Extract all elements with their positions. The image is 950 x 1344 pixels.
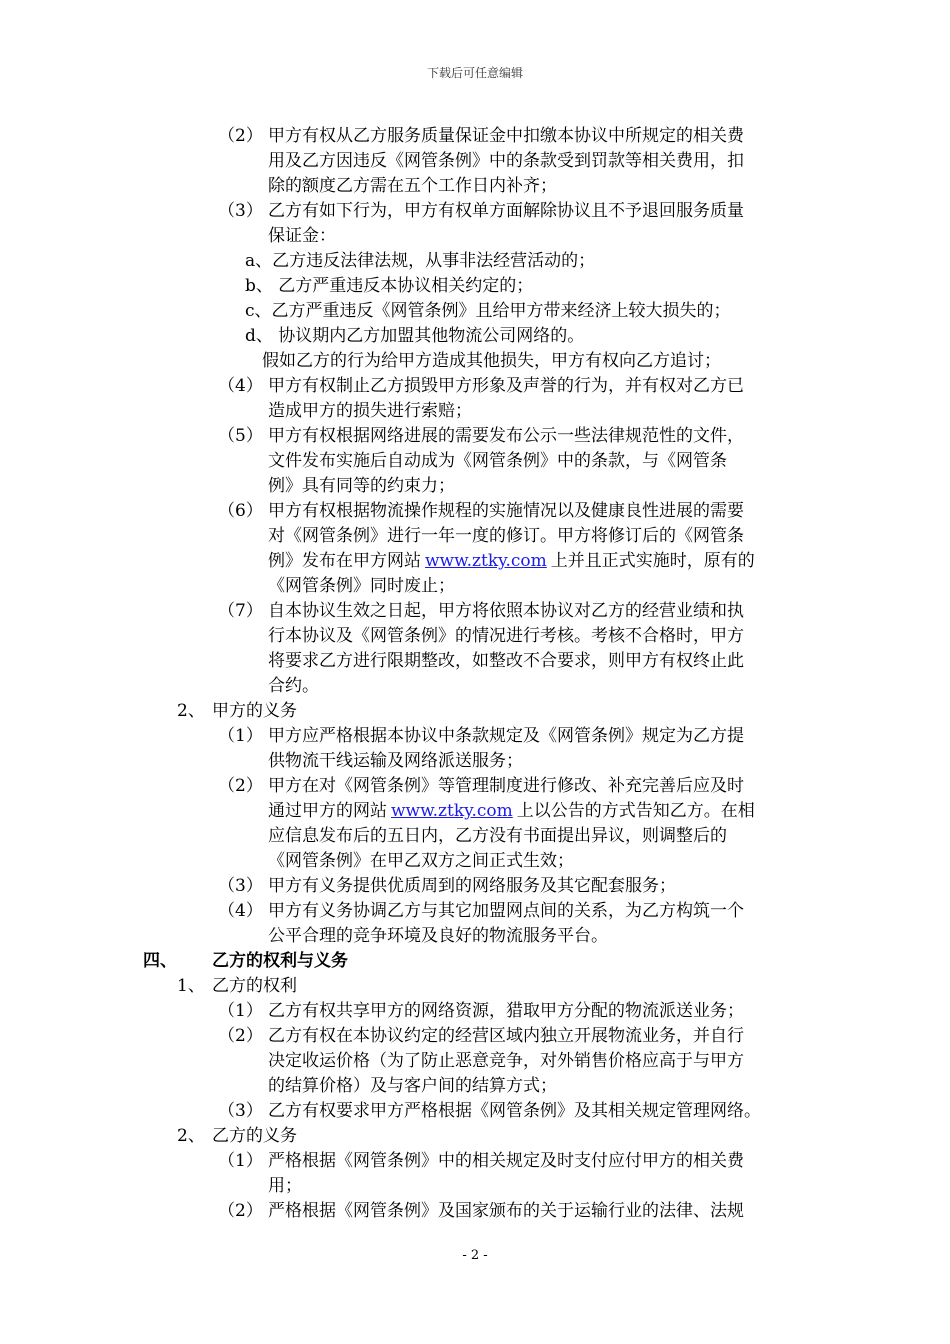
text-line: 甲方有义务提供优质周到的网络服务及其它配套服务；: [268, 876, 676, 896]
text-line: 自本协议生效之日起，甲方将依照本协议对乙方的经营业绩和执: [268, 601, 744, 621]
text-line: 甲方有义务协调乙方与其它加盟网点间的关系，为乙方构筑一个: [268, 901, 744, 921]
item-label: （2）: [218, 1201, 263, 1221]
text-line: 对《网管条例》进行一年一度的修订。甲方将修订后的《网管条: [268, 526, 744, 546]
text-segment: 上以公告的方式告知乙方。在相: [516, 801, 755, 821]
text-line: 例》具有同等的约束力；: [268, 476, 455, 496]
text-line: 用及乙方因违反《网管条例》中的条款受到罚款等相关费用，扣: [268, 151, 744, 171]
sub-item-d: d、 协议期内乙方加盟其他物流公司网络的。: [245, 326, 585, 346]
chapter-title: 乙方的权利与义务: [212, 951, 348, 971]
text-line: 假如乙方的行为给甲方造成其他损失，甲方有权向乙方追讨；: [262, 351, 721, 371]
text-line: 乙方有权要求甲方严格根据《网管条例》及其相关规定管理网络。: [268, 1101, 761, 1121]
website-link[interactable]: www.ztky.com: [391, 801, 513, 821]
item-label: （1）: [218, 1001, 263, 1021]
text-line: 行本协议及《网管条例》的情况进行考核。考核不合格时，甲方: [268, 626, 744, 646]
sub-item-b: b、 乙方严重违反本协议相关约定的；: [245, 276, 534, 296]
text-segment: 上并且正式实施时，原有的: [550, 551, 755, 571]
item-label: （1）: [218, 1151, 263, 1171]
text-line: 甲方有权从乙方服务质量保证金中扣缴本协议中所规定的相关费: [268, 126, 744, 146]
text-line: 用；: [268, 1176, 302, 1196]
sub-item-a: a、乙方违反法律法规，从事非法经营活动的；: [245, 251, 596, 271]
item-label: （1）: [218, 726, 263, 746]
text-line: 《网管条例》在甲乙双方之间正式生效；: [268, 851, 574, 871]
text-line: 将要求乙方进行限期整改，如整改不合要求，则甲方有权终止此: [268, 651, 744, 671]
text-line: 严格根据《网管条例》中的相关规定及时支付应付甲方的相关费: [268, 1151, 744, 1171]
item-label: （6）: [218, 501, 263, 521]
text-line: 文件发布实施后自动成为《网管条例》中的条款，与《网管条: [268, 451, 727, 471]
chapter-number: 四、: [143, 951, 177, 971]
text-line: [268, 549, 755, 573]
text-segment: 例》发布在甲方网站: [268, 551, 421, 571]
text-line: 乙方有权共享甲方的网络资源，猎取甲方分配的物流派送业务；: [268, 1001, 744, 1021]
text-line: 公平合理的竞争环境及良好的物流服务平台。: [268, 926, 608, 946]
item-label: （4）: [218, 376, 263, 396]
text-line: 严格根据《网管条例》及国家颁布的关于运输行业的法律、法规: [268, 1201, 744, 1221]
section-title: 乙方的权利: [212, 976, 297, 996]
text-line: 造成甲方的损失进行索赔；: [268, 401, 472, 421]
section-number: 1、: [177, 976, 205, 996]
item-label: （3）: [218, 1101, 263, 1121]
text-line: [268, 799, 755, 823]
item-label: （2）: [218, 776, 263, 796]
text-line: 《网管条例》同时废止；: [268, 576, 455, 596]
text-line: 乙方有如下行为，甲方有权单方面解除协议且不予退回服务质量: [268, 201, 744, 221]
page-header: 下载后可任意编辑: [426, 66, 523, 80]
text-line: 甲方有权制止乙方损毁甲方形象及声誉的行为，并有权对乙方已: [268, 376, 744, 396]
text-line: 保证金：: [268, 226, 336, 246]
text-line: 合约。: [268, 676, 319, 696]
text-line: 除的额度乙方需在五个工作日内补齐；: [268, 176, 557, 196]
item-label: （4）: [218, 901, 263, 921]
item-label: （3）: [218, 201, 263, 221]
item-label: （3）: [218, 876, 263, 896]
text-line: 甲方有权根据网络进展的需要发布公示一些法律规范性的文件，: [268, 426, 744, 446]
section-number: 2、: [177, 701, 205, 721]
text-line: 甲方有权根据物流操作规程的实施情况以及健康良性进展的需要: [268, 501, 744, 521]
section-title: 甲方的义务: [212, 701, 297, 721]
text-line: 甲方应严格根据本协议中条款规定及《网管条例》规定为乙方提: [268, 726, 744, 746]
website-link[interactable]: www.ztky.com: [425, 551, 547, 571]
text-line: 应信息发布后的五日内，乙方没有书面提出异议，则调整后的: [268, 826, 727, 846]
text-line: 甲方在对《网管条例》等管理制度进行修改、补充完善后应及时: [268, 776, 744, 796]
section-title: 乙方的义务: [212, 1126, 297, 1146]
sub-item-c: c、乙方严重违反《网管条例》且给甲方带来经济上较大损失的；: [245, 301, 731, 321]
item-label: （2）: [218, 126, 263, 146]
text-line: 乙方有权在本协议约定的经营区域内独立开展物流业务，并自行: [268, 1026, 744, 1046]
text-line: 的结算价格）及与客户间的结算方式；: [268, 1076, 557, 1096]
item-label: （7）: [218, 601, 263, 621]
text-segment: 通过甲方的网站: [268, 801, 387, 821]
page-number: - 2 -: [462, 1248, 488, 1263]
section-number: 2、: [177, 1126, 205, 1146]
text-line: 供物流干线运输及网络派送服务；: [268, 751, 523, 771]
item-label: （2）: [218, 1026, 263, 1046]
text-line: 决定收运价格（为了防止恶意竞争，对外销售价格应高于与甲方: [268, 1051, 744, 1071]
item-label: （5）: [218, 426, 263, 446]
